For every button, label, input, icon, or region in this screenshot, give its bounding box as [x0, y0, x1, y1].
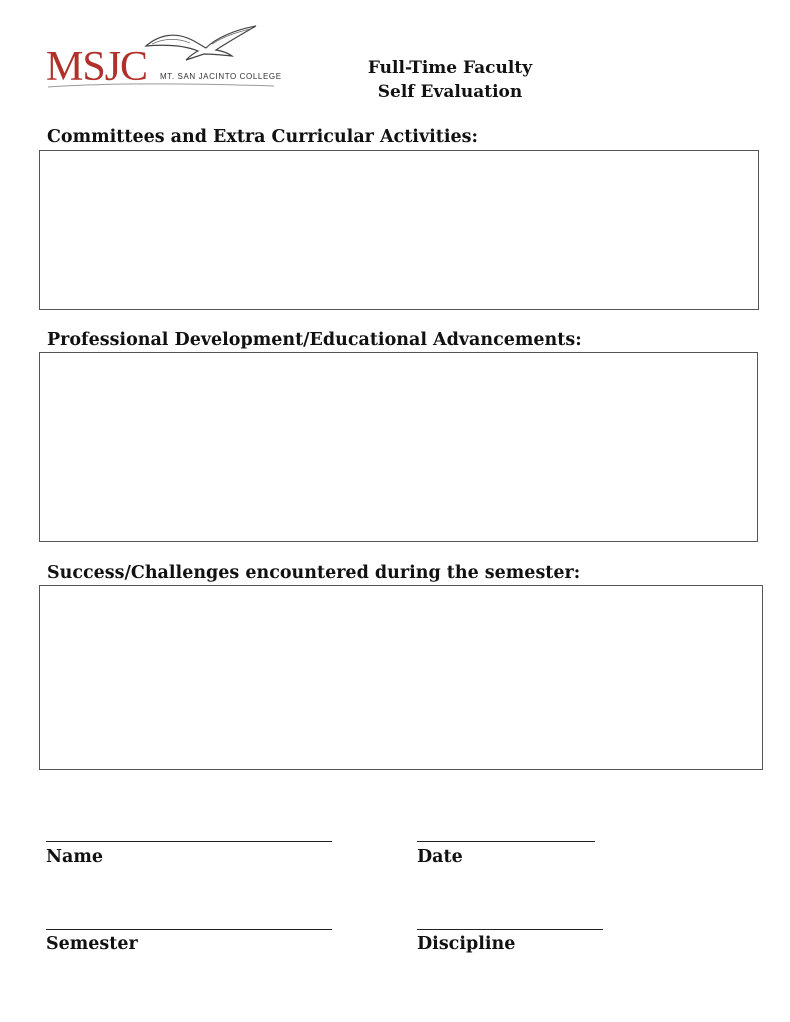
professional-development-label: Professional Development/Educational Advancements:: [47, 330, 582, 350]
eagle-icon: [142, 24, 260, 64]
semester-signature-line[interactable]: [46, 929, 332, 930]
discipline-label: Discipline: [417, 934, 516, 954]
logo-swoosh: [46, 82, 276, 90]
committees-field[interactable]: [39, 150, 759, 310]
date-signature-line[interactable]: [417, 841, 595, 842]
title-line-2: Self Evaluation: [377, 82, 523, 102]
name-label: Name: [46, 847, 103, 867]
date-label: Date: [417, 847, 463, 867]
college-logo: [46, 24, 282, 94]
discipline-signature-line[interactable]: [417, 929, 603, 930]
name-signature-line[interactable]: [46, 841, 332, 842]
semester-label: Semester: [46, 934, 138, 954]
professional-development-field[interactable]: [39, 352, 758, 542]
title-line-1: Full-Time Faculty: [367, 58, 533, 78]
logo-college-name: MT. SAN JACINTO COLLEGE: [160, 72, 282, 81]
document-title: [330, 56, 570, 104]
committees-label: Committees and Extra Curricular Activities:: [47, 127, 478, 147]
success-challenges-label: Success/Challenges encountered during the semester:: [47, 563, 581, 583]
success-challenges-field[interactable]: [39, 585, 763, 770]
logo-wordmark: MSJC: [46, 44, 148, 90]
